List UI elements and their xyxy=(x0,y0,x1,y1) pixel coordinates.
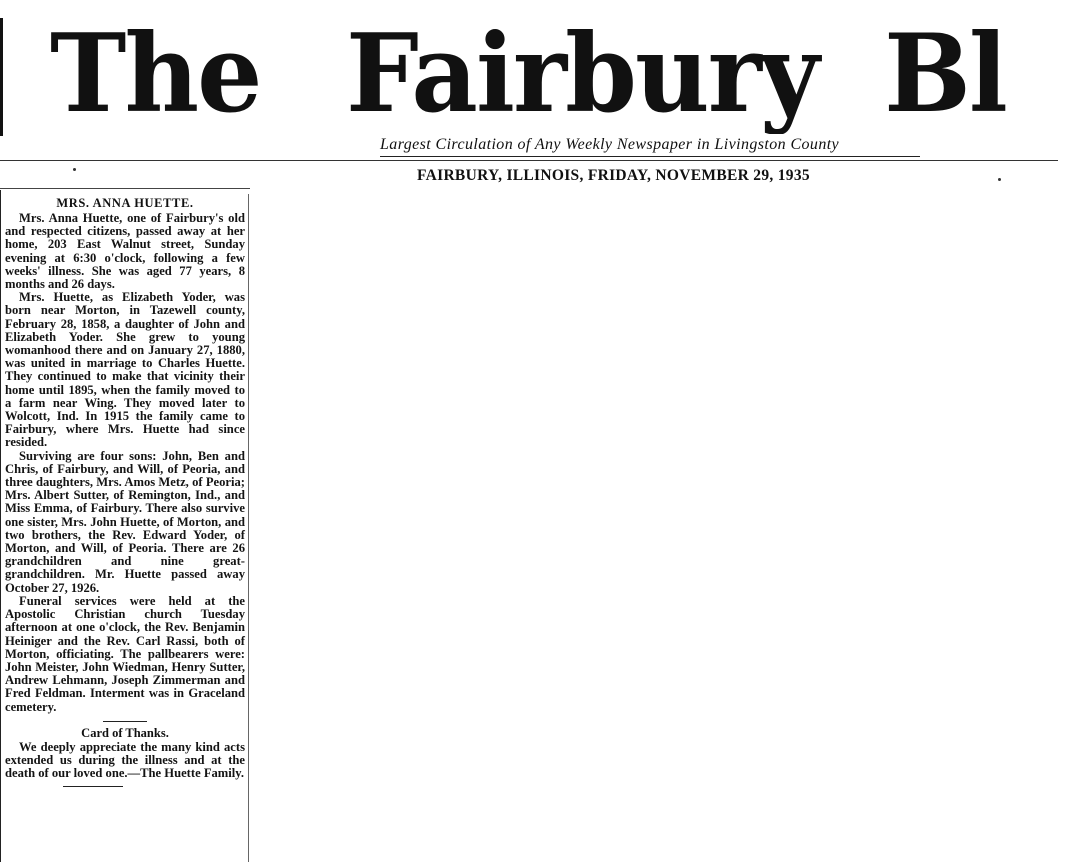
masthead-left-rule xyxy=(0,18,3,136)
masthead-bottom-rule xyxy=(0,160,1058,161)
print-speck xyxy=(998,178,1001,181)
column-top-rule xyxy=(0,188,250,189)
article-paragraph: Mrs. Huette, as Elizabeth Yoder, was born near Morton, in Tazewell county, February 28, 1858, a daughter of John and Elizabeth Yoder. She grew to young womanhood there and on January 27, 1880, was united in marriage to Charles Huette. They continued to make that vicinity their home until 1895, when the family moved to a farm near Wing. They moved later to Wolcott, Ind. In 1915 the family came to Fairbury, where Mrs. Huette had since resided. xyxy=(5,290,245,450)
masthead-tagline: Largest Circulation of Any Weekly Newspaper in Livingston County xyxy=(380,136,840,153)
masthead-word-the: The xyxy=(50,14,261,134)
article-headline: MRS. ANNA HUETTE. xyxy=(56,196,194,210)
column-right-rule xyxy=(248,194,249,862)
article-paragraph: Mrs. Anna Huette, one of Fairbury's old and respected citizens, passed away at her home, 203 East Walnut street, Sunday evening at 6:30 o'clock, following a few weeks' illness. She was aged 77 years, 8 months and 26 days. xyxy=(5,211,245,292)
article-paragraph: Surviving are four sons: John, Ben and Chris, of Fairbury, and Will, of Peoria, and three daughters, Mrs. Amos Metz, of Peoria; Mrs. Albert Sutter, of Remington, Ind., and Miss Emma, of Fairbury. There also survive one sister, Mrs. John Huette, of Morton, and two brothers, the Rev. Edward Yoder, of Morton, and Will, of Peoria. There are 26 grandchildren and nine great-grandchildren. Mr. Huette passed away October 27, 1926. xyxy=(5,448,245,595)
tagline-underline xyxy=(380,156,920,157)
card-of-thanks-text: We deeply appreciate the many kind acts extended us during the illness and at the death of our loved one.—The Huette Family. xyxy=(5,739,245,781)
masthead-word-truncated: Bl xyxy=(884,14,1006,134)
article-end-rule xyxy=(63,786,123,787)
dateline: FAIRBURY, ILLINOIS, FRIDAY, NOVEMBER 29, 1935 xyxy=(417,167,810,184)
obituary-article xyxy=(5,196,245,787)
masthead-word-fairbury: Fairbury xyxy=(346,14,818,134)
card-of-thanks-heading: Card of Thanks. xyxy=(81,725,169,740)
article-paragraph: Funeral services were held at the Apostolic Christian church Tuesday afternoon at one o'clock, the Rev. Benjamin Heiniger and the Rev. Carl Rassi, both of Morton, officiating. The pallbearers were: John Meister, John Wiedman, Henry Sutter, Andrew Lehmann, Joseph Zimmerman and Fred Feldman. Interment was in Graceland cemetery. xyxy=(5,593,245,714)
newspaper-masthead xyxy=(50,14,1021,134)
section-divider xyxy=(103,721,147,722)
print-speck xyxy=(73,168,76,171)
